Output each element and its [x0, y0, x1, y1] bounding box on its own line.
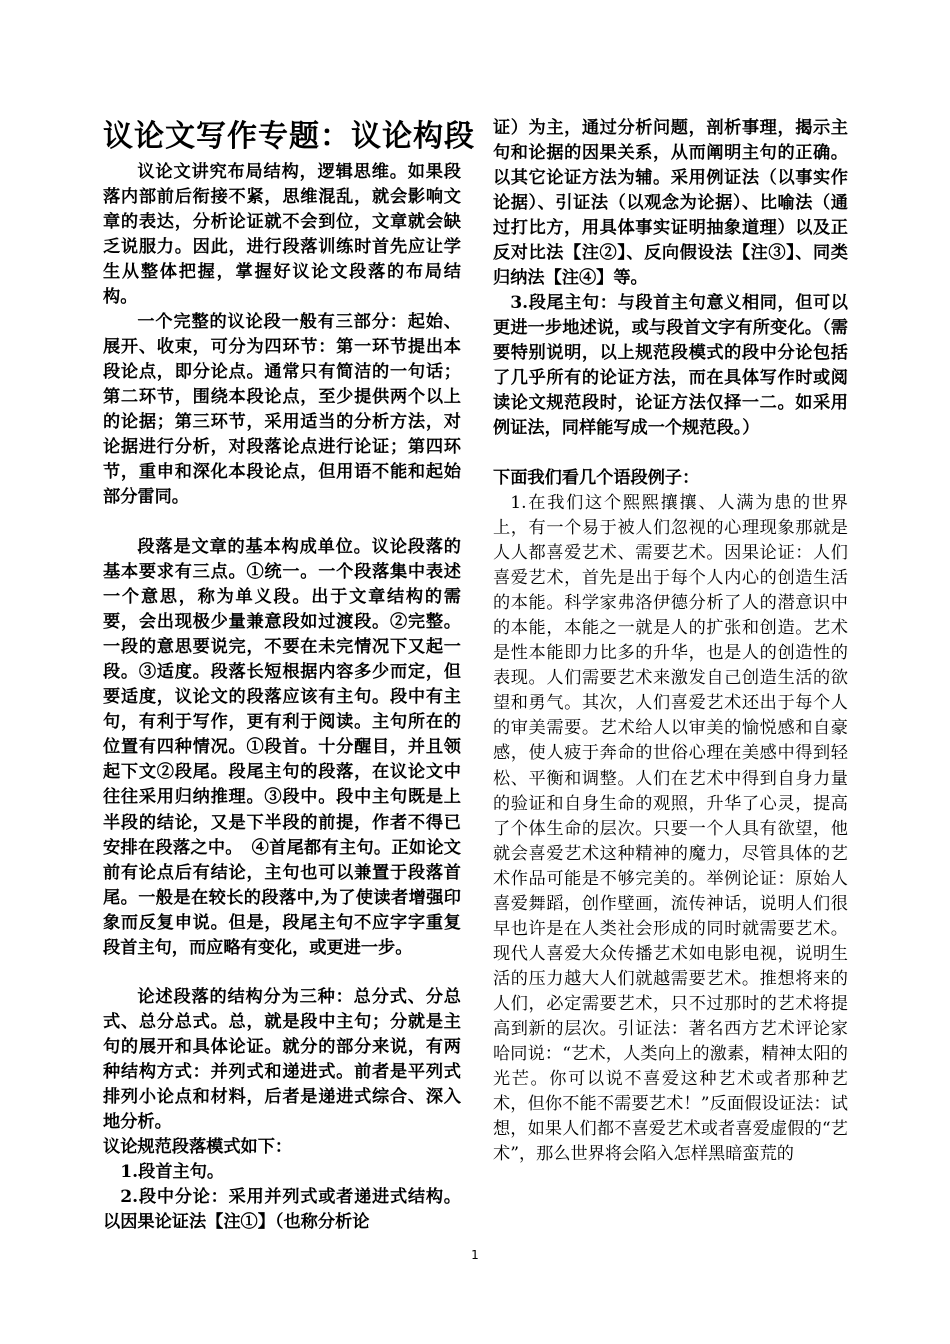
model-step-1: 1.段首主句。: [120, 1162, 225, 1182]
page-title: 议论文写作专题：议论构段: [103, 119, 475, 154]
paragraph-requirements: 段落是文章的基本构成单位。议论段落的基本要求有三点。①统一。一个段落集中表述一个意思，称为单义段。出于文章结构的需要，会出现极少量兼意段如过渡段。②完整。一段的意思要说完，不要在未完情况下又起一段。③适度。段落长短根据内容多少而定，但要适度，议论文的段落应该有主句。段中有主句，有利于写作，更有利于阅读。主句所在的位置有四种情况。①段首。十分醒目，并且领起下文②段尾。段尾主句的段落，在议论文中往往采用归纳推理。③段中。段中主句既是上半段的结论，又是下半段的前提，作者不得已安排在段落之中。 ④首尾都有主句。正如论文前有论点后有结论，主句也可以兼置于段落首尾。一般是在较长的段落中,为了使读者增强印象而反复申说。但是，段尾主句不应字字重复段首主句，而应略有变化，或更进一步。: [103, 537, 461, 958]
paragraph-intro: 议论文讲究布局结构，逻辑思维。如果段落内部前后衔接不紧，思维混乱，就会影响文章的表达，分析论证就不会到位，文章就会缺乏说服力。因此，进行段落训练时首先应让学生从整体把握，掌握好议论文段落的布局结构。: [103, 162, 461, 308]
example-1: 1.在我们这个熙熙攘攘、人满为患的世界上，有一个易于被人们忽视的心理现象那就是人人都喜爱艺术、需要艺术。因果论证：人们喜爱艺术，首先是出于每个人内心的创造生活的本能。科学家弗洛伊德分析了人的潜意识中的本能，本能之一就是人的扩张和创造。艺术是性本能即力比多的升华，也是人的创造性的表现。人们需要艺术来激发自己创造生活的欲望和勇气。其次，人们喜爱艺术还出于每个人的审美需要。艺术给人以审美的愉悦感和自豪感，使人疲于奔命的世俗心理在美感中得到轻松、平衡和调整。人们在艺术中得到自身力量的验证和自身生命的观照，升华了心灵，提高了个体生命的层次。只要一个人具有欲望，他就会喜爱艺术这种精神的魔力，尽管具体的艺术作品可能是不够完美的。举例论证：原始人喜爱舞蹈，创作壁画，流传神话，说明人们很早也许是在人类社会形成的同时就需要艺术。现代人喜爱大众传播艺术如电影电视，说明生活的压力越大人们就越需要艺术。推想将来的人们，必定需要艺术，只不过那时的艺术将提高到新的层次。引证法：著名西方艺术评论家哈同说：“艺术，人类向上的激素，精神太阳的光芒。你可以说不喜爱这种艺术或者那种艺术，但你不能不需要艺术！”反面假设证法：试想，如果人们都不喜爱艺术或者喜爱虚假的“艺术”，那么世界将会陷入怎样黑暗蛮荒的: [493, 493, 848, 1165]
model-step-3: 3.段尾主句：与段首主句意义相同，但可以更进一步地述说，或与段首文字有所变化。（需要特别说明，以上规范段模式的段中分论包括了几乎所有的论证方法，而在具体写作时或阅读论文规范段时，论证方法仅择一二。如采用例证法，同样能写成一个规范段。）: [493, 293, 848, 439]
paragraph-structure: 一个完整的议论段一般有三部分：起始、展开、收束，可分为四环节：第一环节提出本段论点，即分论点。通常只有简洁的一句话；第二环节，围绕本段论点，至少提供两个以上的论据；第三环节，采用适当的分析方法，对论据进行分析，对段落论点进行论证；第四环节，重申和深化本段论点，但用语不能和起始部分雷同。: [103, 312, 461, 508]
model-step-2-continued: 证）为主，通过分析问题，剖析事理，揭示主句和论据的因果关系，从而阐明主句的正确。以其它论证方法为辅。采用例证法（以事实作论据）、引证法（以观念为论据）、比喻法（通过打比方，用具体事实证明抽象道理）以及正反对比法【注②】、反向假设法【注③】、同类归纳法【注④】等。: [493, 118, 848, 289]
paragraph-model-heading: 议论规范段落模式如下：: [103, 1137, 293, 1157]
paragraph-structure-types: 论述段落的结构分为三种：总分式、分总式、总分总式。总，就是段中主句；分就是主句的展开和具体论证。就分的部分来说，有两种结构方式：并列式和递进式。前者是平列式排列小论点和材料，后者是递进式综合、深入地分析。: [103, 987, 461, 1133]
page-number: 1: [471, 1248, 479, 1262]
model-step-2: 2.段中分论：采用并列式或者递进式结构。以因果论证法【注①】（也称分析论: [103, 1187, 461, 1233]
examples-heading: 下面我们看几个语段例子：: [493, 468, 700, 488]
